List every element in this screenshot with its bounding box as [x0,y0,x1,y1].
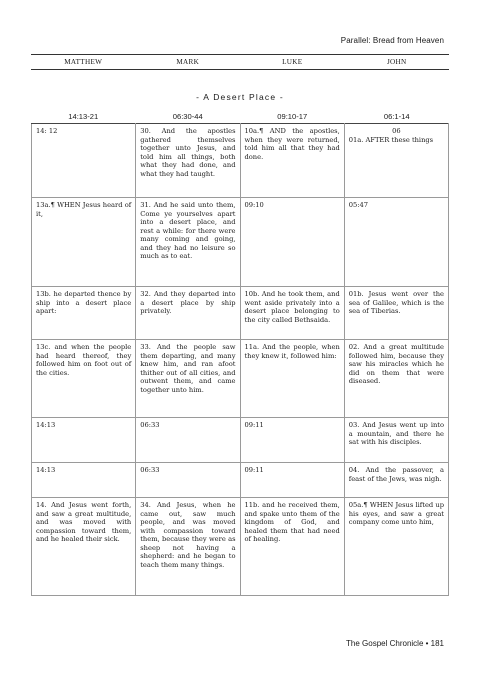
cell-luke: 10b. And he took them, and went aside privately into a desert place belonging to the city called Bethsaida. [240,287,344,340]
table-row [32,463,449,498]
cell-matthew: 14:13 [32,463,136,498]
cell-matthew: 14: 12 [32,124,136,198]
cell-luke: 11a. And the people, when they knew it, followed him: [240,340,344,418]
cell-matthew: 14. And Jesus went forth, and saw a great multitude, and was moved with compassion toward them, and he healed their sick. [32,498,136,596]
cell-matthew: 13b. he departed thence by ship into a desert place apart: [32,287,136,340]
table-row [32,198,449,287]
cell-mark: 31. And he said unto them, Come ye yourselves apart into a desert place, and rest a while: for there were many coming and going, and they had no leisure so much as to eat. [136,198,240,287]
header-matthew: MATTHEW [64,58,103,66]
running-head: Parallel: Bread from Heaven [340,36,444,45]
chapter-number: 06 [392,127,401,135]
passage-references [31,112,449,121]
cell-mark: 06:33 [136,463,240,498]
cell-mark: 32. And they departed into a desert place by ship privately. [136,287,240,340]
cell-john: 05:47 [344,198,448,287]
ref-mark: 06:30-44 [172,112,203,121]
cell-mark: 30. And the apostles gathered themselves together unto Jesus, and told him all things, both what they had done, and what they had taught. [136,124,240,198]
cell-john: 03. And Jesus went up into a mountain, and there he sat with his disciples. [344,418,448,463]
cell-mark: 06:33 [136,418,240,463]
cell-john: 04. And the passover, a feast of the Jews, was nigh. [344,463,448,498]
header-mark: MARK [176,58,200,66]
page-footer: The Gospel Chronicle • 181 [346,639,444,648]
cell-luke: 09:11 [240,418,344,463]
verse-text: 01a. AFTER these things [348,135,434,144]
section-title: - A Desert Place - [196,92,284,102]
ref-luke: 09:10-17 [277,112,308,121]
cell-mark: 34. And Jesus, when he came out, saw much people, and was moved with compassion toward them, because they were as sheep not having a shepherd: and he began to teach them many things. [136,498,240,596]
gospel-column-headers [31,54,449,70]
cell-john [344,124,448,198]
table-row [32,340,449,418]
table-row [32,418,449,463]
cell-john: 02. And a great multitude followed him, because they saw his miracles which he did on them that were diseased. [344,340,448,418]
cell-john: 05a.¶ WHEN Jesus lifted up his eyes, and saw a great company come unto him, [344,498,448,596]
table-row [32,124,449,198]
header-john: JOHN [386,58,407,66]
cell-matthew: 13c. and when the people had heard thereof, they followed him on foot out of the cities. [32,340,136,418]
parallel-table [31,123,449,596]
cell-mark: 33. And the people saw them departing, and many knew him, and ran afoot thither out of all cities, and outwent them, and came together unto him. [136,340,240,418]
cell-john: 01b. Jesus went over the sea of Galilee, which is the sea of Tiberias. [344,287,448,340]
cell-luke: 10a.¶ AND the apostles, when they were returned, told him all that they had done. [240,124,344,198]
header-luke: LUKE [282,58,303,66]
cell-luke: 11b. and he received them, and spake unto them of the kingdom of God, and healed them that had need of healing. [240,498,344,596]
cell-matthew: 14:13 [32,418,136,463]
ref-matthew: 14:13-21 [68,112,99,121]
table-row [32,498,449,596]
ref-john: 06:1-14 [383,112,410,121]
table-row [32,287,449,340]
cell-luke: 09:11 [240,463,344,498]
cell-luke: 09:10 [240,198,344,287]
cell-matthew: 13a.¶ WHEN Jesus heard of it, [32,198,136,287]
